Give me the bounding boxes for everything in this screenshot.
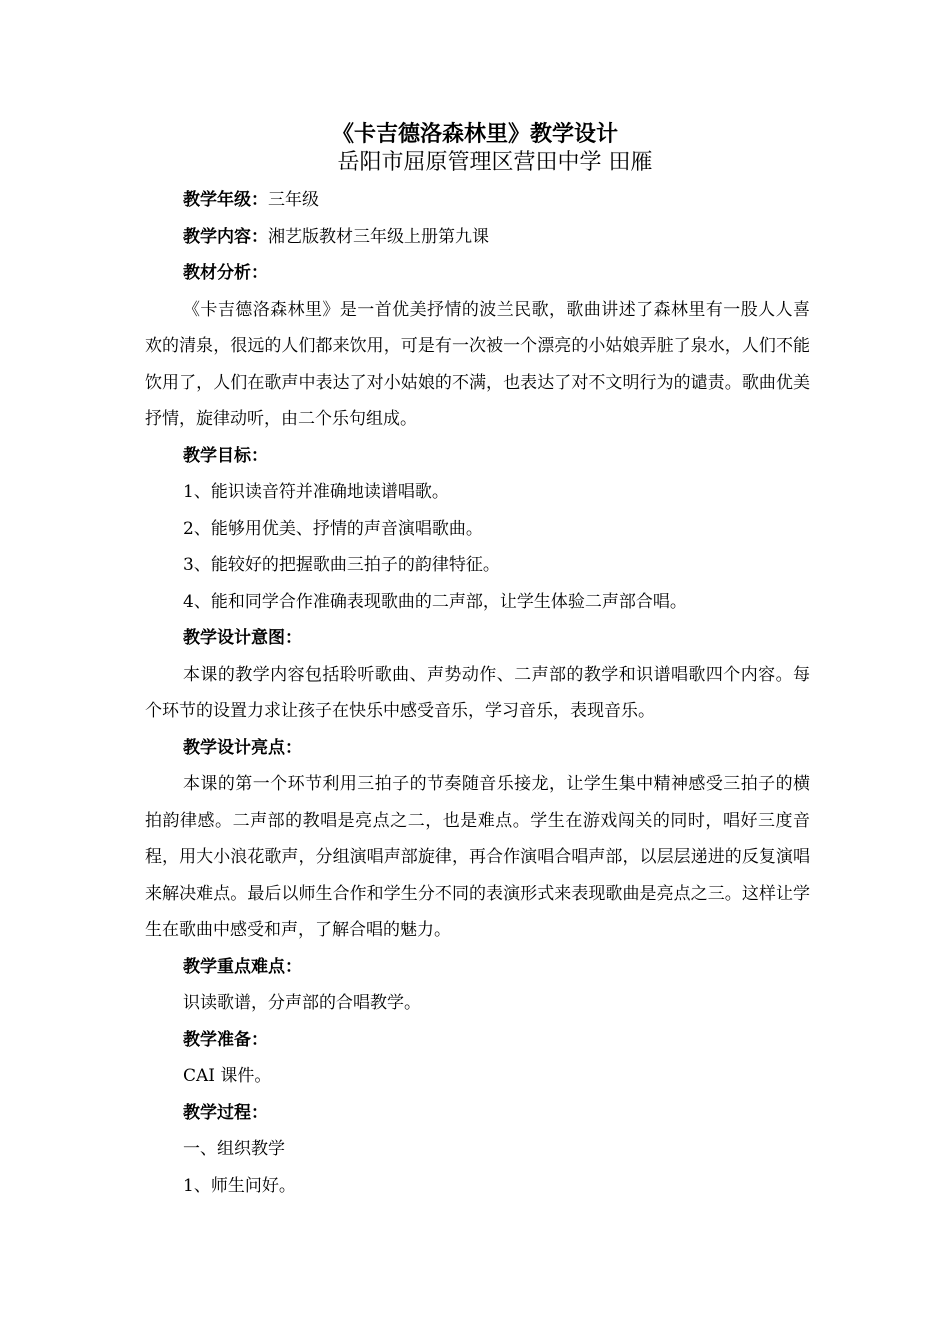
process-heading: 教学过程： xyxy=(183,1102,268,1123)
highlights-heading: 教学设计亮点： xyxy=(183,737,302,758)
process-item: 1、师生问好。 xyxy=(183,1175,296,1196)
highlights-paragraph: 本课的第一个环节利用三拍子的节奏随音乐接龙，让学生集中精神感受三拍子的横拍韵律感。二声部的教唱是亮点之二，也是难点。学生在游戏闯关的同时，唱好三度音程，用大小浪花歌声，分组演唱声部旋律，再合作演唱合唱声部，以层层递进的反复演唱来解决难点。最后以师生合作和学生分不同的表演形式来表现歌曲是亮点之三。这样让学生在歌曲中感受和声，了解合唱的魅力。 xyxy=(145,774,810,940)
preparation-heading: 教学准备： xyxy=(183,1029,268,1050)
document-title: 《卡吉德洛森林里》教学设计 xyxy=(331,122,618,147)
intent-heading: 教学设计意图： xyxy=(183,628,302,648)
preparation-text: CAI 课件。 xyxy=(183,1066,272,1086)
grade-line xyxy=(145,182,810,219)
grade-value: 三年级 xyxy=(268,190,319,210)
key-points-heading: 教学重点难点： xyxy=(183,956,302,977)
content-value: 湘艺版教材三年级上册第九课 xyxy=(268,226,489,247)
content-line xyxy=(145,219,810,256)
document-subtitle: 岳阳市屈原管理区营田中学 田雁 xyxy=(337,150,653,175)
analysis-paragraph: 《卡吉德洛森林里》是一首优美抒情的波兰民歌，歌曲讲述了森林里有一股人人喜欢的清泉，很远的人们都来饮用，可是有一次被一个漂亮的小姑娘弄脏了泉水，人们不能饮用了，人们在歌声中表达了对小姑娘的不满，也表达了对不文明行为的谴责。歌曲优美抒情，旋律动听，由二个乐句组成。 xyxy=(145,299,810,429)
goal-item: 4、能和同学合作准确表现歌曲的二声部，让学生体验二声部合唱。 xyxy=(183,591,687,612)
goals-heading: 教学目标： xyxy=(183,445,268,466)
analysis-heading: 教材分析： xyxy=(183,263,268,283)
document-body xyxy=(145,182,810,1204)
intent-paragraph: 本课的教学内容包括聆听歌曲、声势动作、二声部的教学和识谱唱歌四个内容。每个环节的设置力求让孩子在快乐中感受音乐，学习音乐，表现音乐。 xyxy=(145,664,810,721)
goal-item: 1、能识读音符并准确地读谱唱歌。 xyxy=(183,482,449,502)
goal-item: 2、能够用优美、抒情的声音演唱歌曲。 xyxy=(183,518,483,539)
goal-item: 3、能较好的把握歌曲三拍子的韵律特征。 xyxy=(183,555,500,575)
grade-label: 教学年级： xyxy=(183,190,268,210)
process-item: 一、组织教学 xyxy=(183,1139,285,1159)
content-label: 教学内容： xyxy=(183,226,268,247)
key-points-text: 识读歌谱，分声部的合唱教学。 xyxy=(183,993,421,1013)
